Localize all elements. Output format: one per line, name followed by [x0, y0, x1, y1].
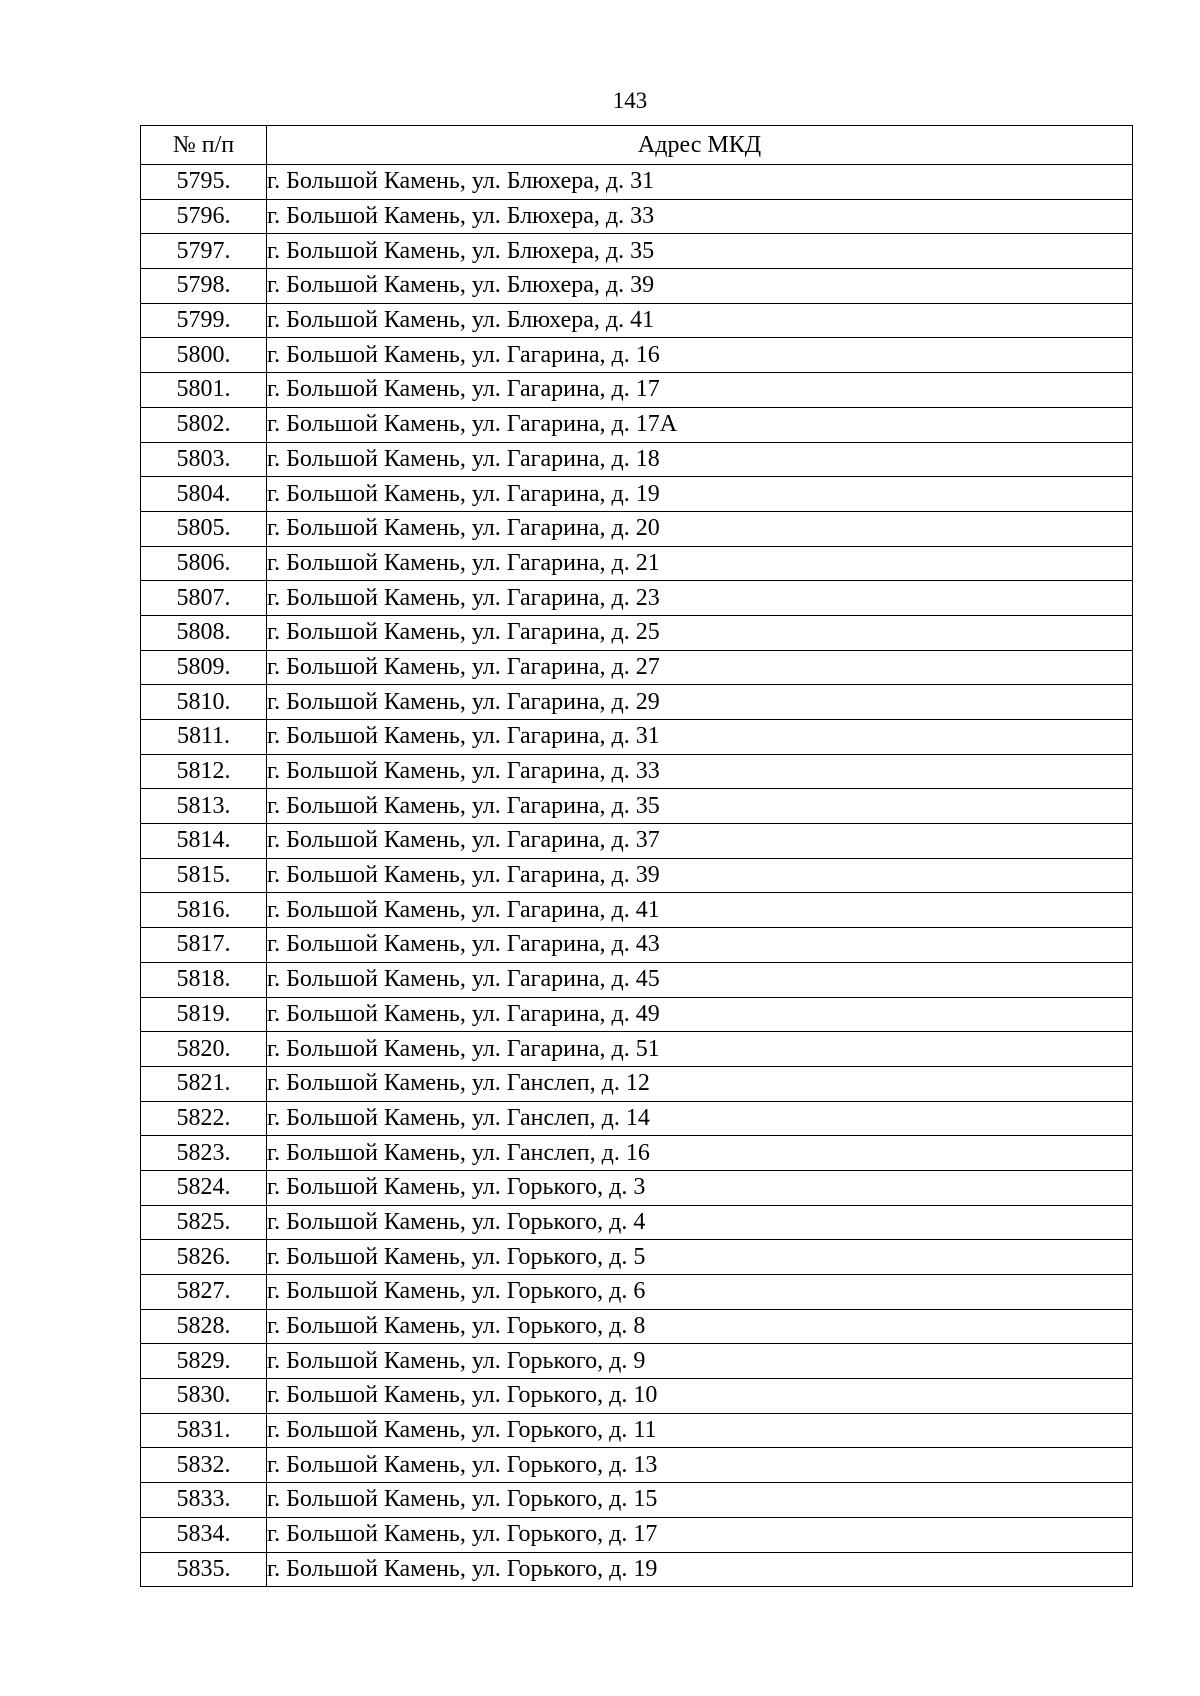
- table-row: [141, 789, 1133, 824]
- table-row: [141, 199, 1133, 234]
- row-number: 5795.: [141, 165, 267, 200]
- row-number: 5817.: [141, 928, 267, 963]
- table-row: [141, 1101, 1133, 1136]
- table-row: [141, 1483, 1133, 1518]
- table-row: [141, 824, 1133, 859]
- row-address: г. Большой Камень, ул. Горького, д. 11: [267, 1413, 1133, 1448]
- row-address: г. Большой Камень, ул. Горького, д. 13: [267, 1448, 1133, 1483]
- table-row: [141, 1275, 1133, 1310]
- row-address: г. Большой Камень, ул. Горького, д. 5: [267, 1240, 1133, 1275]
- table-row: [141, 407, 1133, 442]
- row-address: г. Большой Камень, ул. Гагарина, д. 39: [267, 858, 1133, 893]
- table-row: [141, 650, 1133, 685]
- table-row: [141, 615, 1133, 650]
- row-address: г. Большой Камень, ул. Гагарина, д. 18: [267, 442, 1133, 477]
- table-row: [141, 997, 1133, 1032]
- row-address: г. Большой Камень, ул. Гагарина, д. 29: [267, 685, 1133, 720]
- table-row: [141, 1136, 1133, 1171]
- row-number: 5826.: [141, 1240, 267, 1275]
- row-number: 5810.: [141, 685, 267, 720]
- row-address: г. Большой Камень, ул. Горького, д. 9: [267, 1344, 1133, 1379]
- row-address: г. Большой Камень, ул. Гагарина, д. 16: [267, 338, 1133, 373]
- table-row: [141, 1309, 1133, 1344]
- row-address: г. Большой Камень, ул. Гагарина, д. 21: [267, 546, 1133, 581]
- table-body: [141, 165, 1133, 1587]
- table-header-row: [141, 126, 1133, 165]
- page-number: 143: [612, 88, 648, 113]
- row-address: г. Большой Камень, ул. Гагарина, д. 33: [267, 754, 1133, 789]
- row-number: 5799.: [141, 303, 267, 338]
- table-row: [141, 720, 1133, 755]
- table-row: [141, 546, 1133, 581]
- row-address: г. Большой Камень, ул. Ганслеп, д. 12: [267, 1066, 1133, 1101]
- table-row: [141, 1448, 1133, 1483]
- row-number: 5822.: [141, 1101, 267, 1136]
- row-address: г. Большой Камень, ул. Блюхера, д. 35: [267, 234, 1133, 269]
- address-table: [140, 125, 1133, 1587]
- row-address: г. Большой Камень, ул. Гагарина, д. 20: [267, 511, 1133, 546]
- row-address: г. Большой Камень, ул. Гагарина, д. 27: [267, 650, 1133, 685]
- row-number: 5821.: [141, 1066, 267, 1101]
- table-row: [141, 1552, 1133, 1587]
- row-address: г. Большой Камень, ул. Гагарина, д. 31: [267, 720, 1133, 755]
- row-address: г. Большой Камень, ул. Гагарина, д. 23: [267, 581, 1133, 616]
- table-row: [141, 1032, 1133, 1067]
- table-row: [141, 1205, 1133, 1240]
- row-number: 5800.: [141, 338, 267, 373]
- table-row: [141, 1240, 1133, 1275]
- row-number: 5823.: [141, 1136, 267, 1171]
- row-address: г. Большой Камень, ул. Гагарина, д. 19: [267, 477, 1133, 512]
- row-address: г. Большой Камень, ул. Гагарина, д. 17: [267, 373, 1133, 408]
- row-number: 5805.: [141, 511, 267, 546]
- row-address: г. Большой Камень, ул. Гагарина, д. 25: [267, 615, 1133, 650]
- table-row: [141, 269, 1133, 304]
- row-number: 5806.: [141, 546, 267, 581]
- table-row: [141, 511, 1133, 546]
- row-number: 5798.: [141, 269, 267, 304]
- row-number: 5797.: [141, 234, 267, 269]
- row-address: г. Большой Камень, ул. Ганслеп, д. 16: [267, 1136, 1133, 1171]
- table-row: [141, 581, 1133, 616]
- table-row: [141, 338, 1133, 373]
- row-number: 5809.: [141, 650, 267, 685]
- row-address: г. Большой Камень, ул. Гагарина, д. 37: [267, 824, 1133, 859]
- row-address: г. Большой Камень, ул. Горького, д. 19: [267, 1552, 1133, 1587]
- column-header-address: Адрес МКД: [267, 126, 1133, 165]
- row-address: г. Большой Камень, ул. Гагарина, д. 51: [267, 1032, 1133, 1067]
- row-address: г. Большой Камень, ул. Горького, д. 17: [267, 1517, 1133, 1552]
- row-number: 5830.: [141, 1379, 267, 1414]
- row-number: 5802.: [141, 407, 267, 442]
- row-number: 5804.: [141, 477, 267, 512]
- table-row: [141, 962, 1133, 997]
- row-number: 5819.: [141, 997, 267, 1032]
- row-number: 5828.: [141, 1309, 267, 1344]
- row-address: г. Большой Камень, ул. Гагарина, д. 49: [267, 997, 1133, 1032]
- row-number: 5807.: [141, 581, 267, 616]
- row-number: 5815.: [141, 858, 267, 893]
- table-row: [141, 685, 1133, 720]
- row-number: 5801.: [141, 373, 267, 408]
- row-number: 5835.: [141, 1552, 267, 1587]
- row-number: 5824.: [141, 1170, 267, 1205]
- row-address: г. Большой Камень, ул. Горького, д. 10: [267, 1379, 1133, 1414]
- row-address: г. Большой Камень, ул. Блюхера, д. 39: [267, 269, 1133, 304]
- table-row: [141, 165, 1133, 200]
- row-number: 5834.: [141, 1517, 267, 1552]
- row-address: г. Большой Камень, ул. Гагарина, д. 41: [267, 893, 1133, 928]
- row-number: 5803.: [141, 442, 267, 477]
- row-address: г. Большой Камень, ул. Гагарина, д. 43: [267, 928, 1133, 963]
- table-row: [141, 1170, 1133, 1205]
- table-row: [141, 754, 1133, 789]
- row-address: г. Большой Камень, ул. Горького, д. 8: [267, 1309, 1133, 1344]
- table-row: [141, 1517, 1133, 1552]
- table-row: [141, 303, 1133, 338]
- table-row: [141, 477, 1133, 512]
- row-address: г. Большой Камень, ул. Блюхера, д. 41: [267, 303, 1133, 338]
- table-row: [141, 1379, 1133, 1414]
- table-row: [141, 1344, 1133, 1379]
- row-address: г. Большой Камень, ул. Гагарина, д. 17А: [267, 407, 1133, 442]
- row-number: 5829.: [141, 1344, 267, 1379]
- row-address: г. Большой Камень, ул. Гагарина, д. 35: [267, 789, 1133, 824]
- row-number: 5813.: [141, 789, 267, 824]
- row-address: г. Большой Камень, ул. Гагарина, д. 45: [267, 962, 1133, 997]
- row-number: 5812.: [141, 754, 267, 789]
- table-row: [141, 373, 1133, 408]
- row-number: 5808.: [141, 615, 267, 650]
- row-number: 5818.: [141, 962, 267, 997]
- row-number: 5832.: [141, 1448, 267, 1483]
- column-header-number: № п/п: [141, 126, 267, 165]
- row-number: 5833.: [141, 1483, 267, 1518]
- row-number: 5814.: [141, 824, 267, 859]
- table-row: [141, 1066, 1133, 1101]
- row-address: г. Большой Камень, ул. Горького, д. 15: [267, 1483, 1133, 1518]
- row-address: г. Большой Камень, ул. Ганслеп, д. 14: [267, 1101, 1133, 1136]
- table-row: [141, 893, 1133, 928]
- table-row: [141, 928, 1133, 963]
- row-number: 5827.: [141, 1275, 267, 1310]
- row-number: 5831.: [141, 1413, 267, 1448]
- row-number: 5816.: [141, 893, 267, 928]
- row-number: 5796.: [141, 199, 267, 234]
- table-row: [141, 858, 1133, 893]
- table-row: [141, 1413, 1133, 1448]
- table-row: [141, 442, 1133, 477]
- row-address: г. Большой Камень, ул. Горького, д. 6: [267, 1275, 1133, 1310]
- row-address: г. Большой Камень, ул. Горького, д. 3: [267, 1170, 1133, 1205]
- row-address: г. Большой Камень, ул. Горького, д. 4: [267, 1205, 1133, 1240]
- row-number: 5820.: [141, 1032, 267, 1067]
- row-number: 5811.: [141, 720, 267, 755]
- row-address: г. Большой Камень, ул. Блюхера, д. 33: [267, 199, 1133, 234]
- row-address: г. Большой Камень, ул. Блюхера, д. 31: [267, 165, 1133, 200]
- row-number: 5825.: [141, 1205, 267, 1240]
- table-row: [141, 234, 1133, 269]
